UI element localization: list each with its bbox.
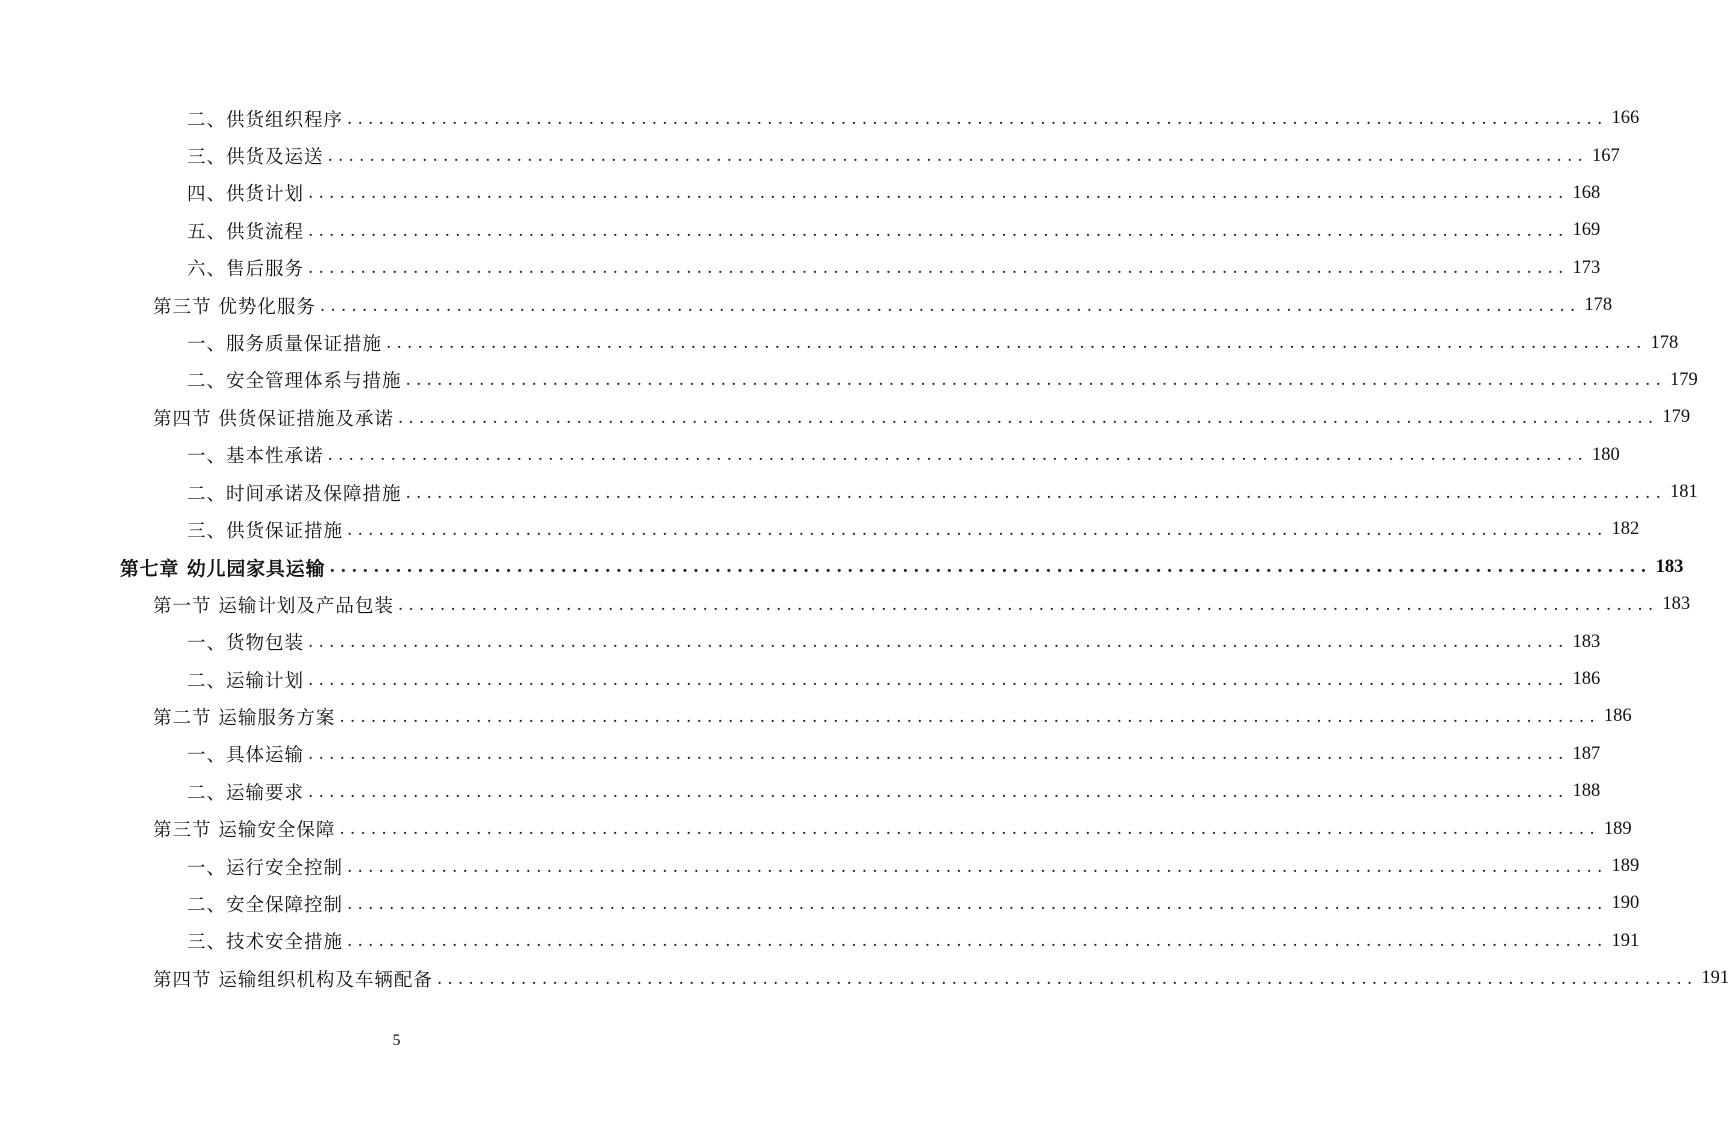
toc-dot-leader: ........................................................................................................................ [308, 183, 1569, 204]
toc-entry-page-number: 169 [1572, 220, 1601, 241]
toc-subsection-entry[interactable] [0, 324, 1679, 361]
toc-entry-page-number: 186 [1603, 706, 1632, 727]
toc-entry-page-number: 173 [1572, 257, 1601, 278]
toc-entry-page-number: 181 [1669, 482, 1698, 503]
toc-section-entry[interactable] [0, 698, 1632, 735]
toc-entry-page-number: 168 [1572, 182, 1601, 203]
toc-dot-leader: ........................................................................................................................ [308, 669, 1569, 690]
toc-entry-title: 第四节 供货保证措施及承诺 [153, 405, 398, 431]
toc-dot-leader: ........................................................................................................................ [436, 968, 1698, 989]
toc-dot-leader: ........................................................................................................................ [347, 893, 1608, 914]
toc-dot-leader: ........................................................................................................................ [347, 931, 1608, 952]
toc-entry-page-number: 183 [1662, 594, 1691, 615]
toc-entry-title: 五、供货流程 [187, 218, 308, 244]
toc-subsection-entry[interactable] [0, 923, 1640, 960]
toc-entry-page-number: 191 [1701, 968, 1729, 989]
toc-subsection-entry[interactable] [0, 511, 1640, 548]
toc-subsection-entry[interactable] [0, 175, 1601, 212]
toc-subsection-entry[interactable] [0, 773, 1601, 810]
toc-entry-page-number: 180 [1591, 444, 1620, 465]
toc-dot-leader: ........................................................................................................................ [319, 295, 1581, 316]
page-number: 5 [392, 1032, 401, 1049]
toc-dot-leader: ........................................................................................................................ [347, 856, 1608, 877]
toc-subsection-entry[interactable] [0, 623, 1601, 660]
toc-entry-page-number: 166 [1611, 108, 1640, 129]
toc-section-entry[interactable] [0, 960, 1729, 997]
toc-entry-title: 一、运行安全控制 [187, 854, 347, 880]
toc-subsection-entry[interactable] [0, 212, 1601, 249]
toc-dot-leader: ........................................................................................................................ [386, 333, 1647, 354]
toc-subsection-entry[interactable] [0, 100, 1640, 137]
toc-dot-leader: ........................................................................................................................ [308, 744, 1569, 765]
toc-entry-page-number: 188 [1572, 781, 1601, 802]
toc-entry-page-number: 191 [1611, 930, 1640, 951]
toc-entry-page-number: 186 [1572, 669, 1601, 690]
toc-subsection-entry[interactable] [0, 250, 1601, 287]
toc-section-entry[interactable] [0, 399, 1691, 436]
toc-entry-page-number: 178 [1650, 332, 1679, 353]
toc-entry-title: 一、具体运输 [187, 741, 308, 767]
toc-entry-title: 第三节 运输安全保障 [153, 816, 339, 842]
toc-entry-page-number: 167 [1591, 145, 1620, 166]
toc-entry-page-number: 190 [1611, 893, 1640, 914]
toc-section-entry[interactable] [0, 586, 1691, 623]
toc-dot-leader: ........................................................................................................................ [329, 557, 1652, 578]
toc-entry-title: 六、售后服务 [187, 255, 308, 281]
toc-entry-page-number: 183 [1572, 631, 1601, 652]
toc-entry-title: 二、运输要求 [187, 779, 308, 805]
toc-section-entry[interactable] [0, 287, 1613, 324]
toc-dot-leader: ........................................................................................................................ [308, 781, 1569, 802]
toc-dot-leader: ........................................................................................................................ [347, 519, 1608, 540]
toc-entry-page-number: 179 [1669, 369, 1698, 390]
toc-entry-title: 一、服务质量保证措施 [187, 330, 386, 356]
toc-entry-title: 第四节 运输组织机构及车辆配备 [153, 966, 437, 992]
toc-entry-title: 三、供货及运送 [187, 143, 328, 169]
toc-subsection-entry[interactable] [0, 885, 1640, 922]
toc-entry-title: 二、安全保障控制 [187, 891, 347, 917]
toc-entry-title: 一、基本性承诺 [187, 442, 328, 468]
toc-dot-leader: ........................................................................................................................ [308, 220, 1569, 241]
toc-subsection-entry[interactable] [0, 437, 1620, 474]
toc-entry-title: 二、供货组织程序 [187, 106, 347, 132]
toc-entry-title: 二、运输计划 [187, 667, 308, 693]
toc-dot-leader: ........................................................................................................................ [339, 819, 1600, 840]
toc-entry-title: 二、时间承诺及保障措施 [187, 480, 406, 506]
toc-entry-title: 三、供货保证措施 [187, 517, 347, 543]
toc-dot-leader: ........................................................................................................................ [347, 108, 1608, 129]
toc-subsection-entry[interactable] [0, 137, 1620, 174]
toc-dot-leader: ........................................................................................................................ [308, 632, 1569, 653]
toc-entry-title: 第二节 运输服务方案 [153, 704, 339, 730]
toc-entry-page-number: 189 [1603, 818, 1632, 839]
toc-dot-leader: ........................................................................................................................ [397, 407, 1659, 428]
toc-subsection-entry[interactable] [0, 848, 1640, 885]
toc-dot-leader: ........................................................................................................................ [405, 482, 1666, 503]
toc-entry-title: 二、安全管理体系与措施 [187, 367, 406, 393]
toc-dot-leader: ........................................................................................................................ [308, 258, 1569, 279]
toc-entry-title: 第七章 幼儿园家具运输 [120, 554, 329, 581]
toc-entry-title: 第一节 运输计划及产品包装 [153, 592, 398, 618]
toc-dot-leader: ........................................................................................................................ [327, 445, 1588, 466]
toc-subsection-entry[interactable] [0, 736, 1601, 773]
table-of-contents [0, 100, 1729, 997]
toc-dot-leader: ........................................................................................................................ [339, 706, 1600, 727]
toc-dot-leader: ........................................................................................................................ [327, 146, 1588, 167]
toc-entry-title: 三、技术安全措施 [187, 928, 347, 954]
toc-entry-page-number: 183 [1655, 556, 1684, 577]
toc-chapter-entry[interactable] [0, 549, 1684, 586]
toc-entry-title: 四、供货计划 [187, 180, 308, 206]
toc-entry-title: 一、货物包装 [187, 629, 308, 655]
toc-entry-page-number: 178 [1584, 295, 1613, 316]
toc-dot-leader: ........................................................................................................................ [405, 370, 1666, 391]
toc-entry-page-number: 189 [1611, 856, 1640, 876]
toc-dot-leader: ........................................................................................................................ [397, 594, 1659, 615]
toc-entry-title: 第三节 优势化服务 [153, 293, 320, 319]
toc-subsection-entry[interactable] [0, 474, 1698, 511]
toc-entry-page-number: 179 [1662, 407, 1691, 428]
toc-subsection-entry[interactable] [0, 362, 1698, 399]
toc-subsection-entry[interactable] [0, 661, 1601, 698]
toc-section-entry[interactable] [0, 810, 1632, 847]
toc-entry-page-number: 182 [1611, 519, 1640, 540]
toc-entry-page-number: 187 [1572, 743, 1601, 764]
